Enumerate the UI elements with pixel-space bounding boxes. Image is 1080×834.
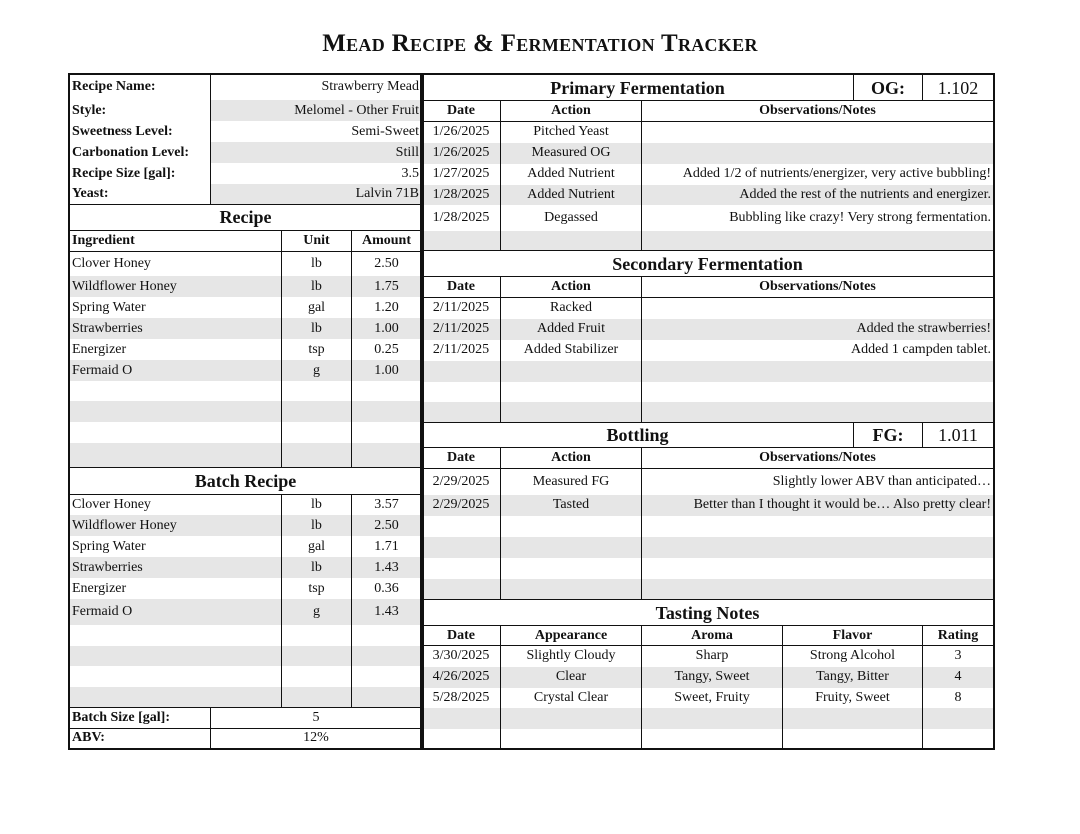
batch-ingredient-amount[interactable]	[352, 687, 422, 707]
ingredient-name[interactable]: Strawberries	[70, 318, 282, 339]
ingredient-row	[70, 422, 422, 443]
batch-row	[70, 666, 422, 687]
ingredient-name[interactable]: Spring Water	[70, 297, 282, 318]
info-row	[70, 184, 422, 204]
log-date[interactable]: 2/11/2025	[422, 298, 501, 319]
fg-value[interactable]: 1.011	[923, 423, 994, 448]
ingredient-amount[interactable]	[352, 443, 422, 467]
log-notes[interactable]: Slightly lower ABV than anticipated…	[642, 469, 994, 495]
table-row	[70, 230, 422, 251]
log-notes[interactable]	[642, 143, 994, 164]
ingredient-row	[70, 318, 422, 339]
batch-ingredient-amount[interactable]: 3.57	[352, 494, 422, 515]
log-action[interactable]: Measured FG	[501, 469, 642, 495]
column-header: Unit	[282, 230, 352, 251]
ingredient-amount[interactable]: 0.25	[352, 339, 422, 360]
tasting-date[interactable]	[422, 729, 501, 749]
batch-ingredient-amount[interactable]: 0.36	[352, 578, 422, 599]
ingredient-amount[interactable]: 2.50	[352, 251, 422, 276]
log-date[interactable]: 2/29/2025	[422, 469, 501, 495]
bottling-row	[422, 558, 994, 579]
tasting-date[interactable]: 5/28/2025	[422, 688, 501, 708]
tasting-aroma[interactable]	[642, 708, 783, 729]
log-date[interactable]: 2/11/2025	[422, 319, 501, 340]
tasting-row	[422, 688, 994, 708]
column-header: Amount	[352, 230, 422, 251]
log-action[interactable]	[501, 231, 642, 251]
batch-size-label: Batch Size [gal]:	[70, 707, 211, 728]
column-header: Ingredient	[70, 230, 282, 251]
batch-ingredient-name[interactable]	[70, 666, 282, 687]
info-row	[70, 100, 422, 121]
batch-ingredient-name[interactable]: Wildflower Honey	[70, 515, 282, 536]
batch-ingredient-amount[interactable]	[352, 625, 422, 646]
log-action[interactable]	[501, 516, 642, 537]
log-notes[interactable]: Added the rest of the nutrients and energizer.	[642, 185, 994, 205]
tasting-row	[422, 708, 994, 729]
batch-ingredient-name[interactable]	[70, 625, 282, 646]
log-date[interactable]: 1/27/2025	[422, 164, 501, 185]
batch-ingredient-name[interactable]: Energizer	[70, 578, 282, 599]
tasting-flavor[interactable]: Tangy, Bitter	[783, 667, 923, 688]
field-label: Yeast:	[70, 184, 211, 204]
tasting-flavor[interactable]: Strong Alcohol	[783, 646, 923, 667]
batch-ingredient-name[interactable]: Spring Water	[70, 536, 282, 557]
batch-row	[70, 536, 422, 557]
batch-row	[70, 557, 422, 578]
section-title-recipe: Recipe	[70, 204, 422, 230]
column-header: Action	[501, 101, 642, 122]
batch-ingredient-name[interactable]	[70, 646, 282, 666]
field-value[interactable]: 3.5	[211, 163, 422, 184]
tasting-date[interactable]: 4/26/2025	[422, 667, 501, 688]
ingredient-row	[70, 339, 422, 360]
field-value[interactable]: Melomel - Other Fruit	[211, 100, 422, 121]
ingredient-name[interactable]: Wildflower Honey	[70, 276, 282, 297]
log-action[interactable]: Added Fruit	[501, 319, 642, 340]
column-header: Observations/Notes	[642, 101, 994, 122]
log-notes[interactable]	[642, 361, 994, 382]
field-label: Recipe Size [gal]:	[70, 163, 211, 184]
log-date[interactable]	[422, 537, 501, 558]
log-notes[interactable]	[642, 402, 994, 423]
tasting-row	[422, 667, 994, 688]
secondary-row	[422, 340, 994, 361]
batch-ingredient-amount[interactable]: 1.71	[352, 536, 422, 557]
ingredient-amount[interactable]: 1.00	[352, 318, 422, 339]
table-row	[422, 277, 994, 298]
ingredient-amount[interactable]: 1.75	[352, 276, 422, 297]
tasting-appearance[interactable]	[501, 729, 642, 749]
ingredient-name[interactable]	[70, 381, 282, 401]
batch-ingredient-amount[interactable]: 1.43	[352, 599, 422, 625]
secondary-row	[422, 402, 994, 423]
section-title-batch-recipe: Batch Recipe	[70, 467, 422, 494]
column-header: Observations/Notes	[642, 277, 994, 298]
batch-row	[70, 687, 422, 707]
batch-ingredient-unit[interactable]: gal	[282, 536, 352, 557]
table-row	[422, 101, 994, 122]
secondary-row	[422, 382, 994, 402]
batch-ingredient-unit[interactable]	[282, 646, 352, 666]
log-notes[interactable]	[642, 122, 994, 143]
log-notes[interactable]: Better than I thought it would be… Also pretty clear!	[642, 495, 994, 516]
ingredient-unit[interactable]: tsp	[282, 339, 352, 360]
batch-ingredient-amount[interactable]: 2.50	[352, 515, 422, 536]
page-title: Mead Recipe & Fermentation Tracker	[322, 30, 758, 57]
log-notes[interactable]: Added 1/2 of nutrients/energizer, very active bubbling!	[642, 164, 994, 185]
batch-ingredient-unit[interactable]: lb	[282, 557, 352, 578]
log-action[interactable]	[501, 402, 642, 423]
table-row	[70, 204, 422, 230]
tasting-rating[interactable]	[923, 729, 994, 749]
table-row	[422, 75, 994, 101]
log-notes[interactable]: Added 1 campden tablet.	[642, 340, 994, 361]
ingredient-unit[interactable]: gal	[282, 297, 352, 318]
table-row	[422, 251, 994, 277]
log-notes[interactable]	[642, 558, 994, 579]
log-notes[interactable]	[642, 231, 994, 251]
og-value[interactable]: 1.102	[923, 75, 994, 101]
info-row	[70, 142, 422, 163]
log-action[interactable]: Racked	[501, 298, 642, 319]
tasting-flavor[interactable]	[783, 729, 923, 749]
log-action[interactable]: Pitched Yeast	[501, 122, 642, 143]
batch-row	[70, 599, 422, 625]
batch-row	[70, 494, 422, 515]
tasting-row	[422, 646, 994, 667]
ingredient-row	[70, 276, 422, 297]
table-row	[422, 600, 994, 626]
field-value[interactable]: Strawberry Mead	[211, 74, 422, 100]
log-action[interactable]: Measured OG	[501, 143, 642, 164]
column-header: Flavor	[783, 626, 923, 646]
log-notes[interactable]	[642, 537, 994, 558]
ingredient-row	[70, 401, 422, 422]
log-date[interactable]	[422, 402, 501, 423]
batch-ingredient-name[interactable]: Clover Honey	[70, 494, 282, 515]
log-date[interactable]	[422, 231, 501, 251]
log-notes[interactable]	[642, 516, 994, 537]
ingredient-amount[interactable]	[352, 381, 422, 401]
ingredient-unit[interactable]	[282, 422, 352, 443]
ingredient-unit[interactable]	[282, 401, 352, 422]
column-header: Observations/Notes	[642, 448, 994, 469]
batch-ingredient-name[interactable]	[70, 687, 282, 707]
log-date[interactable]	[422, 361, 501, 382]
tasting-date[interactable]	[422, 708, 501, 729]
field-label: Style:	[70, 100, 211, 121]
ingredient-amount[interactable]	[352, 401, 422, 422]
batch-ingredient-amount[interactable]	[352, 666, 422, 687]
batch-ingredient-amount[interactable]	[352, 646, 422, 666]
secondary-row	[422, 361, 994, 382]
field-label: Sweetness Level:	[70, 121, 211, 142]
ingredient-row	[70, 251, 422, 276]
primary-row	[422, 164, 994, 185]
tasting-rating[interactable]: 8	[923, 688, 994, 708]
log-action[interactable]: Added Stabilizer	[501, 340, 642, 361]
log-date[interactable]: 1/28/2025	[422, 205, 501, 231]
section-title-secondary: Secondary Fermentation	[422, 251, 994, 277]
primary-row	[422, 122, 994, 143]
primary-row	[422, 143, 994, 164]
field-label: Recipe Name:	[70, 74, 211, 100]
section-title-primary: Primary Fermentation	[422, 75, 854, 101]
log-notes[interactable]	[642, 382, 994, 402]
tasting-aroma[interactable]	[642, 729, 783, 749]
log-action[interactable]	[501, 382, 642, 402]
tasting-appearance[interactable]	[501, 708, 642, 729]
tasting-appearance[interactable]: Clear	[501, 667, 642, 688]
bottling-row	[422, 469, 994, 495]
batch-ingredient-unit[interactable]: tsp	[282, 578, 352, 599]
tasting-row	[422, 729, 994, 749]
ingredient-unit[interactable]: lb	[282, 251, 352, 276]
batch-size-value[interactable]: 5	[211, 707, 422, 728]
batch-ingredient-unit[interactable]	[282, 625, 352, 646]
fg-label: FG:	[854, 423, 923, 448]
field-label: Carbonation Level:	[70, 142, 211, 163]
column-header: Rating	[923, 626, 994, 646]
column-header: Date	[422, 626, 501, 646]
log-date[interactable]	[422, 382, 501, 402]
ingredient-name[interactable]	[70, 422, 282, 443]
batch-row	[70, 646, 422, 666]
bottling-row	[422, 516, 994, 537]
ingredient-name[interactable]	[70, 401, 282, 422]
tasting-aroma[interactable]: Tangy, Sweet	[642, 667, 783, 688]
ingredient-unit[interactable]	[282, 381, 352, 401]
log-date[interactable]: 2/11/2025	[422, 340, 501, 361]
table-row	[70, 728, 422, 748]
log-notes[interactable]: Added the strawberries!	[642, 319, 994, 340]
primary-row	[422, 231, 994, 251]
column-header: Aroma	[642, 626, 783, 646]
column-header: Appearance	[501, 626, 642, 646]
log-action[interactable]: Tasted	[501, 495, 642, 516]
log-date[interactable]	[422, 516, 501, 537]
ingredient-name[interactable]	[70, 443, 282, 467]
log-notes[interactable]: Bubbling like crazy! Very strong fermentation.	[642, 205, 994, 231]
primary-row	[422, 205, 994, 231]
fermentation-panel	[421, 74, 994, 749]
ingredient-amount[interactable]: 1.20	[352, 297, 422, 318]
log-action[interactable]	[501, 537, 642, 558]
bottling-row	[422, 495, 994, 516]
batch-ingredient-name[interactable]: Fermaid O	[70, 599, 282, 625]
table-row	[422, 626, 994, 646]
info-row	[70, 163, 422, 184]
tasting-rating[interactable]: 4	[923, 667, 994, 688]
ingredient-unit[interactable]	[282, 443, 352, 467]
log-action[interactable]: Added Nutrient	[501, 164, 642, 185]
tasting-aroma[interactable]: Sweet, Fruity	[642, 688, 783, 708]
column-header: Date	[422, 101, 501, 122]
table-row	[70, 707, 422, 728]
tasting-flavor[interactable]	[783, 708, 923, 729]
log-date[interactable]: 2/29/2025	[422, 495, 501, 516]
tasting-rating[interactable]: 3	[923, 646, 994, 667]
column-header: Action	[501, 448, 642, 469]
field-value[interactable]: Lalvin 71B	[211, 184, 422, 204]
batch-ingredient-name[interactable]: Strawberries	[70, 557, 282, 578]
abv-value: 12%	[211, 728, 422, 748]
batch-ingredient-unit[interactable]: lb	[282, 494, 352, 515]
tasting-rating[interactable]	[923, 708, 994, 729]
bottling-row	[422, 579, 994, 600]
log-action[interactable]	[501, 558, 642, 579]
batch-ingredient-amount[interactable]: 1.43	[352, 557, 422, 578]
section-title-bottling: Bottling	[422, 423, 854, 448]
log-date[interactable]: 1/28/2025	[422, 185, 501, 205]
batch-row	[70, 515, 422, 536]
ingredient-row	[70, 381, 422, 401]
ingredient-name[interactable]: Fermaid O	[70, 360, 282, 381]
batch-row	[70, 625, 422, 646]
ingredient-amount[interactable]	[352, 422, 422, 443]
table-row	[422, 448, 994, 469]
tasting-appearance[interactable]: Crystal Clear	[501, 688, 642, 708]
column-header: Date	[422, 277, 501, 298]
table-row	[422, 423, 994, 448]
log-action[interactable]	[501, 361, 642, 382]
tasting-appearance[interactable]: Slightly Cloudy	[501, 646, 642, 667]
info-row	[70, 74, 422, 100]
ingredient-unit[interactable]: lb	[282, 318, 352, 339]
ingredient-amount[interactable]: 1.00	[352, 360, 422, 381]
field-value[interactable]: Semi-Sweet	[211, 121, 422, 142]
log-date[interactable]: 1/26/2025	[422, 143, 501, 164]
ingredient-row	[70, 360, 422, 381]
ingredient-unit[interactable]: g	[282, 360, 352, 381]
abv-label: ABV:	[70, 728, 211, 748]
secondary-row	[422, 298, 994, 319]
batch-ingredient-unit[interactable]: g	[282, 599, 352, 625]
bottling-row	[422, 537, 994, 558]
secondary-row	[422, 319, 994, 340]
tasting-date[interactable]: 3/30/2025	[422, 646, 501, 667]
batch-ingredient-unit[interactable]: lb	[282, 515, 352, 536]
log-action[interactable]	[501, 579, 642, 600]
ingredient-name[interactable]: Clover Honey	[70, 251, 282, 276]
log-date[interactable]: 1/26/2025	[422, 122, 501, 143]
og-label: OG:	[854, 75, 923, 101]
ingredient-row	[70, 443, 422, 467]
tasting-flavor[interactable]: Fruity, Sweet	[783, 688, 923, 708]
field-value[interactable]: Still	[211, 142, 422, 163]
primary-row	[422, 185, 994, 205]
ingredient-name[interactable]: Energizer	[70, 339, 282, 360]
recipe-panel	[69, 74, 422, 749]
column-header: Date	[422, 448, 501, 469]
log-notes[interactable]	[642, 298, 994, 319]
log-date[interactable]	[422, 558, 501, 579]
log-action[interactable]: Added Nutrient	[501, 185, 642, 205]
tasting-aroma[interactable]: Sharp	[642, 646, 783, 667]
table-row	[70, 467, 422, 494]
batch-row	[70, 578, 422, 599]
log-date[interactable]	[422, 579, 501, 600]
ingredient-row	[70, 297, 422, 318]
batch-ingredient-unit[interactable]	[282, 666, 352, 687]
ingredient-unit[interactable]: lb	[282, 276, 352, 297]
batch-ingredient-unit[interactable]	[282, 687, 352, 707]
section-title-tasting: Tasting Notes	[422, 600, 994, 626]
log-action[interactable]: Degassed	[501, 205, 642, 231]
column-header: Action	[501, 277, 642, 298]
info-row	[70, 121, 422, 142]
log-notes[interactable]	[642, 579, 994, 600]
